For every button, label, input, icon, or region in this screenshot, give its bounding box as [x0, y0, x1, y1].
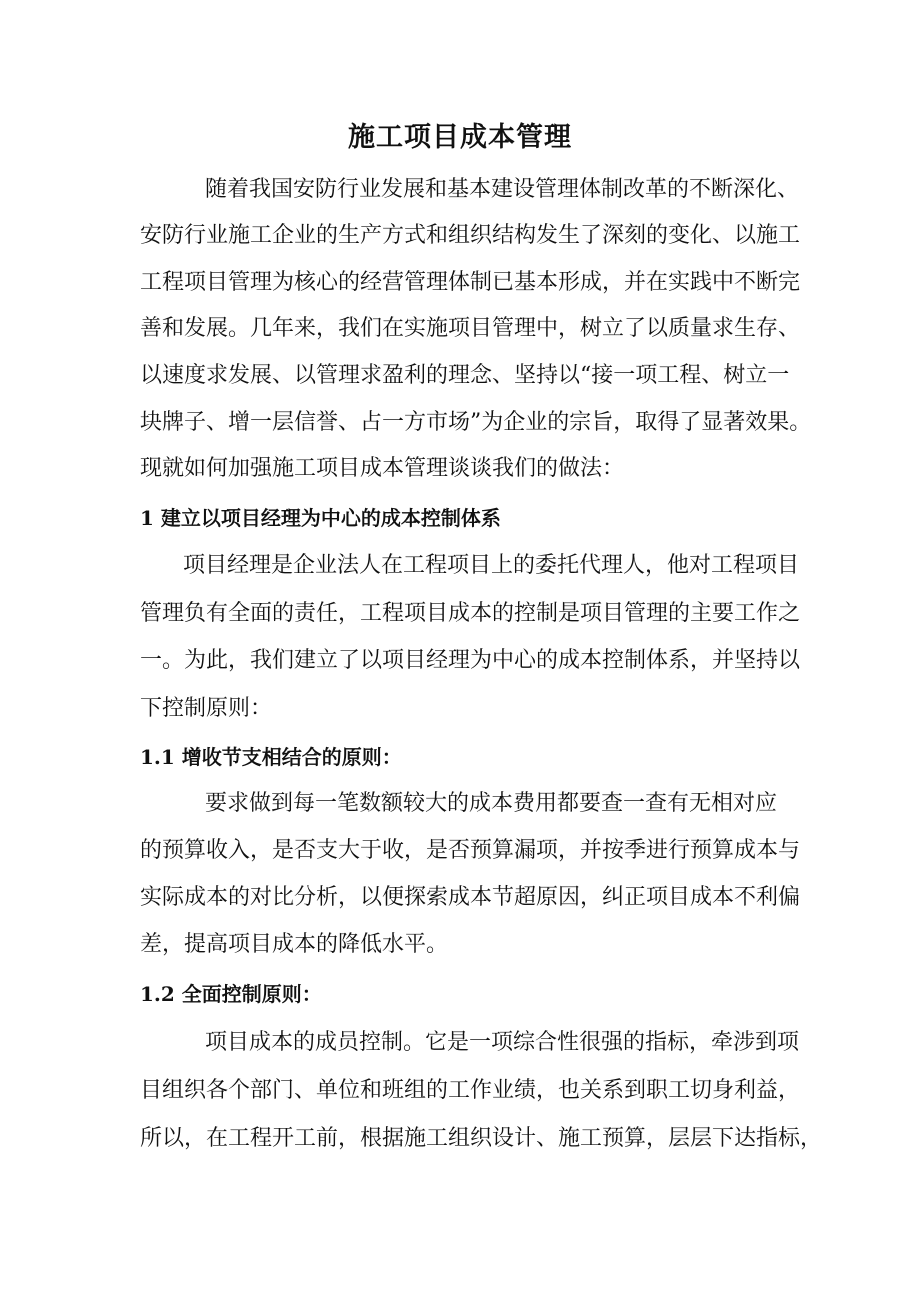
section-1-2-line-1: 项目成本的成员控制。它是一项综合性很强的指标，牵涉到项 [205, 1030, 800, 1055]
intro-line-7: 现就如何加强施工项目成本管理谈谈我们的做法： [140, 456, 625, 481]
document-title: 施工项目成本管理 [348, 122, 572, 153]
section-1-line-2: 管理负有全面的责任，工程项目成本的控制是项目管理的主要工作之 [140, 601, 801, 626]
section-1-2-heading: 1.2 全面控制原则： [140, 982, 322, 1006]
section-1-2-line-2: 目组织各个部门、单位和班组的工作业绩，也关系到职工切身利益， [140, 1078, 801, 1103]
section-1-line-4: 下控制原则： [140, 696, 273, 721]
section-1-heading: 1 建立以项目经理为中心的成本控制体系 [140, 506, 501, 530]
intro-line-3: 工程项目管理为核心的经营管理体制已基本形成，并在实践中不断完 [140, 270, 801, 295]
section-1-1-line-2: 的预算收入，是否支大于收，是否预算漏项，并按季进行预算成本与 [140, 838, 801, 863]
section-1-line-1: 项目经理是企业法人在工程项目上的委托代理人，他对工程项目 [183, 553, 800, 578]
section-1-1-line-1: 要求做到每一笔数额较大的成本费用都要查一查有无相对应 [205, 791, 778, 816]
intro-line-5: 以速度求发展、以管理求盈利的理念、坚持以“接一项工程、树立一 [140, 363, 790, 388]
section-1-line-3: 一。为此，我们建立了以项目经理为中心的成本控制体系，并坚持以 [140, 648, 801, 673]
intro-line-1: 随着我国安防行业发展和基本建设管理体制改革的不断深化、 [205, 177, 800, 202]
section-1-2-line-3: 所以，在工程开工前，根据施工组织设计、施工预算，层层下达指标， [140, 1126, 823, 1151]
section-1-1-line-3: 实际成本的对比分析，以便探索成本节超原因，纠正项目成本不利偏 [140, 885, 801, 910]
section-1-1-heading: 1.1 增收节支相结合的原则： [140, 745, 402, 769]
section-1-1-line-4: 差，提高项目成本的降低水平。 [140, 932, 449, 957]
intro-line-4: 善和发展。几年来，我们在实施项目管理中，树立了以质量求生存、 [140, 316, 801, 341]
intro-line-6: 块牌子、增一层信誉、占一方市场”为企业的宗旨，取得了显著效果。 [140, 410, 812, 435]
intro-line-2: 安防行业施工企业的生产方式和组织结构发生了深刻的变化、以施工 [140, 223, 801, 248]
